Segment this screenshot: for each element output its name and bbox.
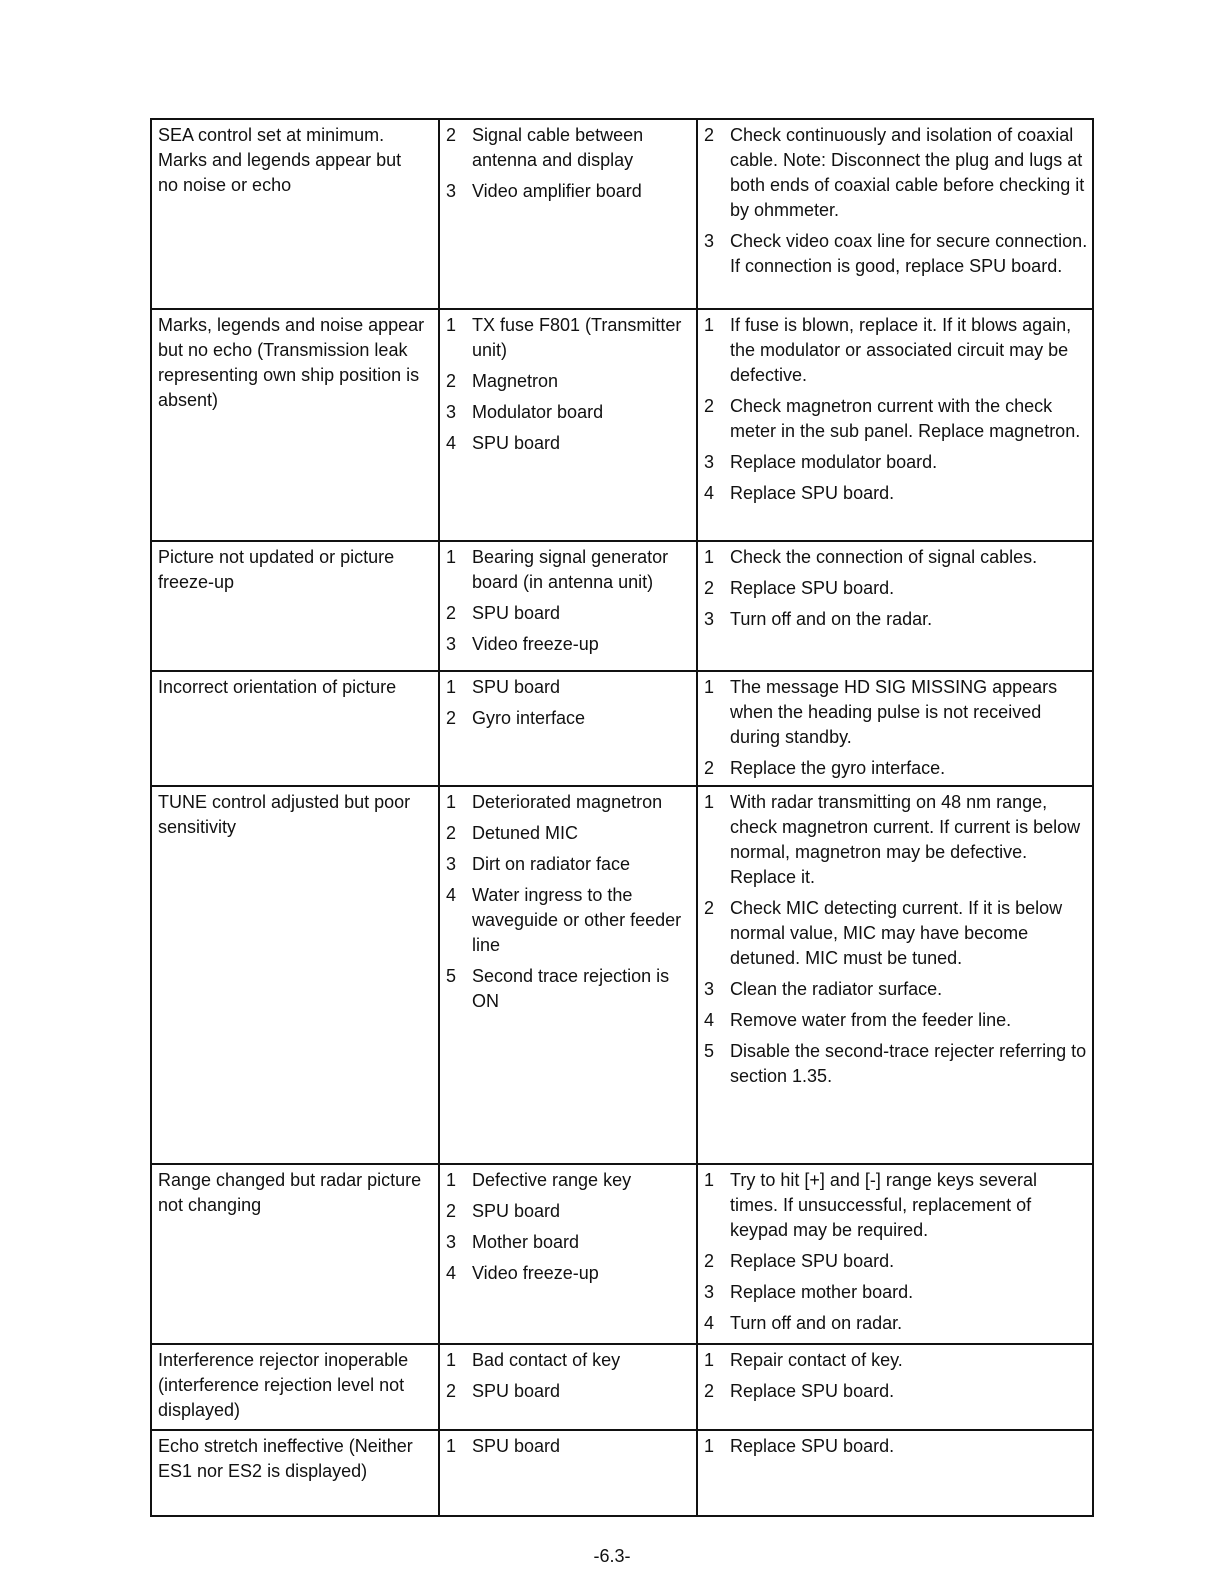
cause-cell [439,309,697,541]
remedy-item [704,1280,1088,1305]
item-number: 3 [704,231,715,251]
cause-item [446,545,692,595]
item-number: 4 [446,1263,457,1283]
item-text: Deteriorated magnetron [472,792,663,812]
remedy-cell [697,786,1093,1164]
remedy-item [704,1434,1088,1459]
item-number: 3 [704,609,715,629]
item-text: If fuse is blown, replace it. If it blows again, the modulator or associated circuit may be defective. [730,315,1072,385]
item-number: 5 [446,966,457,986]
symptom-cell [151,1164,439,1344]
cause-item [446,1168,692,1193]
cause-item [446,1230,692,1255]
item-text: SPU board [472,1381,561,1401]
cause-item [446,821,692,846]
cause-cell [439,1344,697,1430]
remedy-cell [697,119,1093,309]
item-number: 2 [446,603,457,623]
cause-item [446,1348,692,1373]
cause-item [446,313,692,363]
remedy-item [704,229,1088,279]
symptom-cell [151,541,439,671]
symptom-cell [151,671,439,786]
remedy-cell [697,1164,1093,1344]
symptom-text: Interference rejector inoperable (interference rejection level not displayed) [158,1350,409,1420]
cause-item [446,369,692,394]
item-text: Gyro interface [472,708,586,728]
item-text: TX fuse F801 (Transmitter unit) [472,315,682,360]
cause-item [446,790,692,815]
remedy-item [704,607,1088,632]
item-text: Video freeze-up [472,634,599,654]
item-number: 1 [704,1350,715,1370]
item-text: Dirt on radiator face [472,854,631,874]
symptom-text: TUNE control adjusted but poor sensitivity [158,792,411,837]
item-text: Magnetron [472,371,559,391]
remedy-cell [697,1344,1093,1430]
item-text: Replace mother board. [730,1282,914,1302]
item-number: 3 [446,181,457,201]
cause-item [446,431,692,456]
cause-item [446,1261,692,1286]
item-text: Check MIC detecting current. If it is below normal value, MIC may have become detuned. MIC must be tuned. [730,898,1063,968]
remedy-item [704,1379,1088,1404]
item-text: Replace modulator board. [730,452,938,472]
item-text: Check the connection of signal cables. [730,547,1038,567]
item-text: The message HD SIG MISSING appears when the heading pulse is not received during standby. [730,677,1058,747]
remedy-item [704,576,1088,601]
item-number: 1 [446,677,457,697]
item-number: 3 [446,634,457,654]
table-row [151,786,1093,1164]
item-number: 2 [446,708,457,728]
remedy-item [704,1168,1088,1243]
symptom-text: Echo stretch ineffective (Neither ES1 nor ES2 is displayed) [158,1436,413,1481]
item-number: 1 [704,677,715,697]
remedy-item [704,1311,1088,1336]
table-row [151,1164,1093,1344]
cause-item [446,1199,692,1224]
remedy-cell [697,671,1093,786]
remedy-item [704,545,1088,570]
remedy-item [704,123,1088,223]
item-text: Video amplifier board [472,181,642,201]
cause-cell [439,119,697,309]
item-number: 3 [704,452,715,472]
cause-item [446,1434,692,1459]
symptom-cell [151,309,439,541]
remedy-item [704,1348,1088,1373]
item-number: 2 [446,371,457,391]
item-text: Turn off and on the radar. [730,609,933,629]
cause-item [446,1379,692,1404]
item-text: Signal cable between antenna and display [472,125,644,170]
item-number: 1 [446,1436,457,1456]
remedy-item [704,1249,1088,1274]
item-number: 4 [704,1010,715,1030]
item-number: 1 [704,1170,715,1190]
item-number: 4 [446,885,457,905]
item-number: 1 [704,315,715,335]
item-number: 1 [704,792,715,812]
item-text: Check magnetron current with the check meter in the sub panel. Replace magnetron. [730,396,1081,441]
symptom-text: Picture not updated or picture freeze-up [158,547,395,592]
item-text: Bearing signal generator board (in antenna unit) [472,547,669,592]
cause-item [446,179,692,204]
item-number: 2 [446,1381,457,1401]
cause-item [446,675,692,700]
item-text: SPU board [472,677,561,697]
table-row [151,309,1093,541]
item-number: 1 [446,547,457,567]
remedy-item [704,756,1088,781]
item-number: 2 [446,823,457,843]
symptom-cell [151,1344,439,1430]
remedy-cell [697,309,1093,541]
item-text: SPU board [472,433,561,453]
symptom-text: SEA control set at minimum. Marks and legends appear but no noise or echo [158,125,402,195]
item-text: Second trace rejection is ON [472,966,670,1011]
item-text: Clean the radiator surface. [730,979,943,999]
item-number: 1 [704,547,715,567]
item-text: Remove water from the feeder line. [730,1010,1012,1030]
symptom-cell [151,1430,439,1516]
item-number: 2 [704,578,715,598]
item-number: 2 [704,898,715,918]
item-number: 2 [704,758,715,778]
item-text: Repair contact of key. [730,1350,903,1370]
cause-item [446,852,692,877]
item-text: Turn off and on radar. [730,1313,903,1333]
remedy-cell [697,1430,1093,1516]
item-number: 2 [446,125,457,145]
item-number: 1 [446,792,457,812]
cause-cell [439,541,697,671]
remedy-item [704,790,1088,890]
item-number: 2 [704,1251,715,1271]
item-number: 2 [704,396,715,416]
table-row [151,1344,1093,1430]
item-number: 4 [704,483,715,503]
item-text: Replace SPU board. [730,1436,895,1456]
item-text: Replace SPU board. [730,483,895,503]
item-number: 2 [704,125,715,145]
item-number: 3 [446,1232,457,1252]
item-text: Replace SPU board. [730,1381,895,1401]
remedy-item [704,675,1088,750]
remedy-item [704,896,1088,971]
cause-item [446,123,692,173]
cause-cell [439,1430,697,1516]
item-number: 5 [704,1041,715,1061]
table-row [151,671,1093,786]
item-text: Defective range key [472,1170,632,1190]
remedy-item [704,481,1088,506]
item-text: SPU board [472,603,561,623]
remedy-item [704,313,1088,388]
cause-item [446,883,692,958]
item-text: Check continuously and isolation of coaxial cable. Note: Disconnect the plug and lugs at both ends of coaxial cable before checking it by ohmmeter. [730,125,1085,220]
symptom-text: Range changed but radar picture not changing [158,1170,422,1215]
cause-item [446,964,692,1014]
remedy-item [704,977,1088,1002]
item-text: Replace SPU board. [730,1251,895,1271]
item-number: 4 [704,1313,715,1333]
cause-cell [439,671,697,786]
remedy-cell [697,541,1093,671]
item-text: Disable the second-trace rejecter referring to section 1.35. [730,1041,1087,1086]
item-text: Modulator board [472,402,604,422]
item-number: 3 [446,402,457,422]
symptom-cell [151,119,439,309]
symptom-text: Incorrect orientation of picture [158,677,397,697]
cause-item [446,632,692,657]
item-number: 3 [704,979,715,999]
item-number: 1 [704,1436,715,1456]
cause-item [446,706,692,731]
item-text: Water ingress to the waveguide or other feeder line [472,885,682,955]
item-text: With radar transmitting on 48 nm range, check magnetron current. If current is below normal, magnetron may be defective. Replace it. [730,792,1081,887]
item-text: SPU board [472,1201,561,1221]
item-number: 2 [446,1201,457,1221]
table-row [151,119,1093,309]
cause-item [446,601,692,626]
item-text: Replace the gyro interface. [730,758,946,778]
remedy-item [704,394,1088,444]
item-number: 1 [446,1350,457,1370]
item-text: Check video coax line for secure connection. If connection is good, replace SPU board. [730,231,1088,276]
cause-cell [439,786,697,1164]
item-text: Video freeze-up [472,1263,599,1283]
cause-cell [439,1164,697,1344]
item-number: 1 [446,1170,457,1190]
table-row [151,541,1093,671]
cause-item [446,400,692,425]
item-text: Bad contact of key [472,1350,621,1370]
remedy-item [704,1008,1088,1033]
remedy-item [704,1039,1088,1089]
item-number: 4 [446,433,457,453]
symptom-text: Marks, legends and noise appear but no echo (Transmission leak representing own ship position is absent) [158,315,425,410]
item-text: Try to hit [+] and [-] range keys several times. If unsuccessful, replacement of keypad may be required. [730,1170,1037,1240]
item-number: 1 [446,315,457,335]
item-text: SPU board [472,1436,561,1456]
symptom-cell [151,786,439,1164]
page-number: -6.3- [593,1546,631,1566]
item-text: Detuned MIC [472,823,579,843]
table-row [151,1430,1093,1516]
item-number: 3 [704,1282,715,1302]
troubleshooting-table [150,118,1094,1517]
item-text: Replace SPU board. [730,578,895,598]
item-number: 2 [704,1381,715,1401]
remedy-item [704,450,1088,475]
item-text: Mother board [472,1232,580,1252]
item-number: 3 [446,854,457,874]
